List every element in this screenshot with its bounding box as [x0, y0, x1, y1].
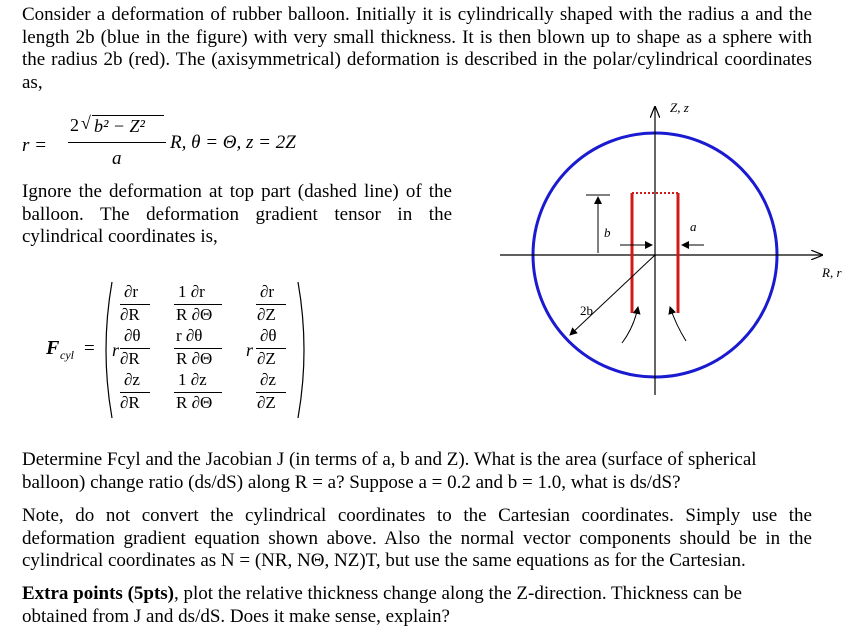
intro-paragraph: Consider a deformation of rubber balloon. Initially it is cylindrically shaped with the radius a and the length 2b (blue in the figure) with very small thickness. It is then blown up to shape as a sphere with the radius 2b (red). The (axisymmetrical) deformation is described in the polar/cylindrical coordinates as,	[22, 4, 812, 93]
eq-denominator: a	[112, 148, 122, 169]
m13-den: ∂Z	[257, 305, 276, 324]
m23-den: ∂Z	[257, 349, 276, 368]
m31-num: ∂z	[124, 370, 140, 389]
label-a: a	[690, 219, 697, 234]
m31-den: ∂R	[120, 393, 140, 412]
determine-paragraph: Determine Fcyl and the Jacobian J (in terms of a, b and Z). What is the area (surface of spherical balloon) change ratio (ds/dS) along R = a? Suppose a = 0.2 and b = 1.0, what is ds/dS?	[22, 449, 757, 493]
label-2b: 2b	[580, 303, 593, 318]
m13-num: ∂r	[260, 282, 275, 301]
left-paren	[98, 280, 114, 420]
m32-num: 1 ∂z	[178, 370, 207, 389]
m21-num: ∂θ	[124, 326, 141, 345]
m11-num: ∂r	[124, 282, 139, 301]
r-axis-label: R, r	[822, 265, 842, 280]
extra-paragraph	[22, 583, 812, 628]
m33-num: ∂z	[260, 370, 276, 389]
z-axis-label: Z, z	[670, 100, 689, 115]
m12-num: 1 ∂r	[178, 282, 205, 301]
eq-num-coef: 2	[70, 115, 79, 135]
m33-den: ∂Z	[257, 393, 276, 412]
matrix-lhs-sub: cyl	[60, 348, 74, 362]
sqrt-sign: √	[81, 113, 91, 133]
ignore-paragraph: Ignore the deformation at top part (dashed line) of the balloon. The deformation gradient tensor in the cylindrical coordinates is,	[22, 181, 452, 247]
m11-den: ∂R	[120, 305, 140, 324]
m22-den: R ∂Θ	[176, 349, 213, 368]
matrix-equals: =	[84, 338, 95, 359]
m21-den: ∂R	[120, 349, 140, 368]
right-paren	[296, 280, 312, 420]
eq-rest: R, θ = Θ, z = 2Z	[170, 132, 296, 153]
m23-prefix: r	[246, 340, 254, 360]
inflate-arrow-left	[622, 307, 638, 343]
m23-num: ∂θ	[260, 326, 277, 345]
eq-lhs: r =	[22, 135, 47, 156]
eq-radicand: b² − Z²	[94, 116, 145, 136]
matrix-lhs-F: F	[46, 337, 60, 359]
m12-den: R ∂Θ	[176, 305, 213, 324]
extra-text: , plot the relative thickness change along the Z-direction. Thickness can be obtained from J and ds/dS. Does it make sense, explain?	[22, 583, 742, 627]
extra-bold: Extra points (5pts)	[22, 583, 175, 604]
radius-2b-arrow	[570, 255, 655, 335]
m32-den: R ∂Θ	[176, 393, 213, 412]
eq-fraction-bar	[68, 142, 166, 143]
note-paragraph: Note, do not convert the cylindrical coordinates to the Cartesian coordinates. Simply use the deformation gradient equation shown above. Also the normal vector components should be in the cylindrical coordinates as N = (NR, NΘ, NZ)T, but use the same equations as for the Cartesian.	[22, 505, 812, 571]
matrix-r-prefix: r	[112, 340, 120, 360]
label-b: b	[604, 225, 611, 240]
m22-num: r ∂θ	[176, 326, 203, 345]
balloon-figure	[500, 95, 856, 405]
